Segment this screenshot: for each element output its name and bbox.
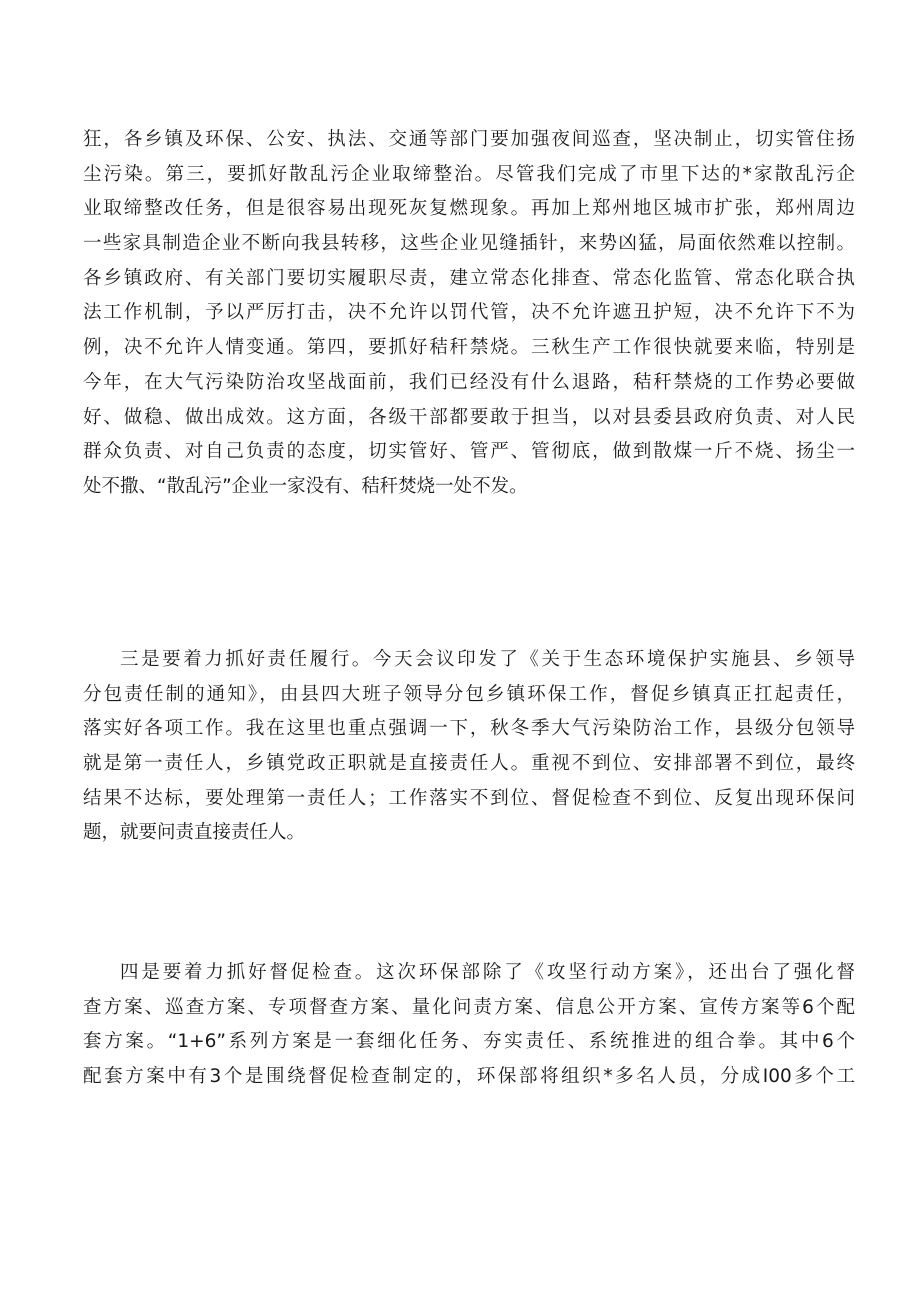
text-line: 配套方案中有3个是围绕督促检查制定的，环保部将组织*多名人员，分成I00多个工 bbox=[83, 1066, 855, 1088]
text-line: 就是第一责任人，乡镇党政正职就是直接责任人。重视不到位、安排部署不到位，最终 bbox=[83, 753, 855, 775]
text-line: 查方案、巡查方案、专项督查方案、量化问责方案、信息公开方案、宣传方案等6个配 bbox=[83, 996, 855, 1018]
text-line: 结果不达标，要处理第一责任人；工作落实不到位、督促检查不到位、反复出现环保问 bbox=[83, 787, 855, 809]
text-line: 四是要着力抓好督促检查。这次环保部除了《攻坚行动方案》，还出台了强化督 bbox=[120, 962, 855, 983]
text-line: 题，就要问责直接责任人。 bbox=[83, 822, 306, 844]
text-line: 群众负责、对自己负责的态度，切实管好、管严、管彻底，做到散煤一斤不烧、扬尘一 bbox=[83, 441, 855, 463]
text-line: 套方案。“1+6”系列方案是一套细化任务、夯实责任、系统推进的组合拳。其中6个 bbox=[83, 1031, 855, 1053]
paragraph-2 bbox=[83, 643, 855, 851]
text-line: 尘污染。第三，要抓好散乱污企业取缔整治。尽管我们完成了市里下达的*家散乱污企 bbox=[83, 163, 855, 185]
text-line: 分包责任制的通知》，由县四大班子领导分包乡镇环保工作，督促乡镇真正扛起责任， bbox=[83, 683, 855, 705]
text-line: 今年，在大气污染防治攻坚战面前，我们已经没有什么退路，秸秆禁烧的工作势必要做 bbox=[83, 371, 855, 393]
paragraph-1 bbox=[83, 123, 855, 505]
text-line: 业取缔整改任务，但是很容易出现死灰复燃现象。再加上郑州地区城市扩张，郑州周边 bbox=[83, 198, 855, 220]
paragraph-3 bbox=[83, 956, 855, 1095]
text-line: 例，决不允许人情变通。第四，要抓好秸秆禁烧。三秋生产工作很快就要来临，特别是 bbox=[83, 337, 855, 359]
text-line: 落实好各项工作。我在这里也重点强调一下，秋冬季大气污染防治工作，县级分包领导 bbox=[83, 718, 855, 740]
text-line: 三是要着力抓好责任履行。今天会议印发了《关于生态环境保护实施县、乡领导 bbox=[120, 649, 855, 670]
text-line: 法工作机制，予以严厉打击，决不允许以罚代管，决不允许遮丑护短，决不允许下不为 bbox=[83, 302, 855, 324]
text-line: 好、做稳、做出成效。这方面，各级干部都要敢于担当，以对县委县政府负责、对人民 bbox=[83, 406, 855, 428]
text-line: 一些家具制造企业不断向我县转移，这些企业见缝插针，来势凶猛，局面依然难以控制。 bbox=[83, 233, 855, 255]
text-line: 各乡镇政府、有关部门要切实履职尽责，建立常态化排查、常态化监管、常态化联合执 bbox=[83, 267, 855, 289]
text-line: 狂，各乡镇及环保、公安、执法、交通等部门要加强夜间巡查，坚决制止，切实管住扬 bbox=[83, 129, 855, 150]
text-line: 处不撒、“散乱污”企业一家没有、秸秆焚烧一处不发。 bbox=[83, 475, 528, 497]
